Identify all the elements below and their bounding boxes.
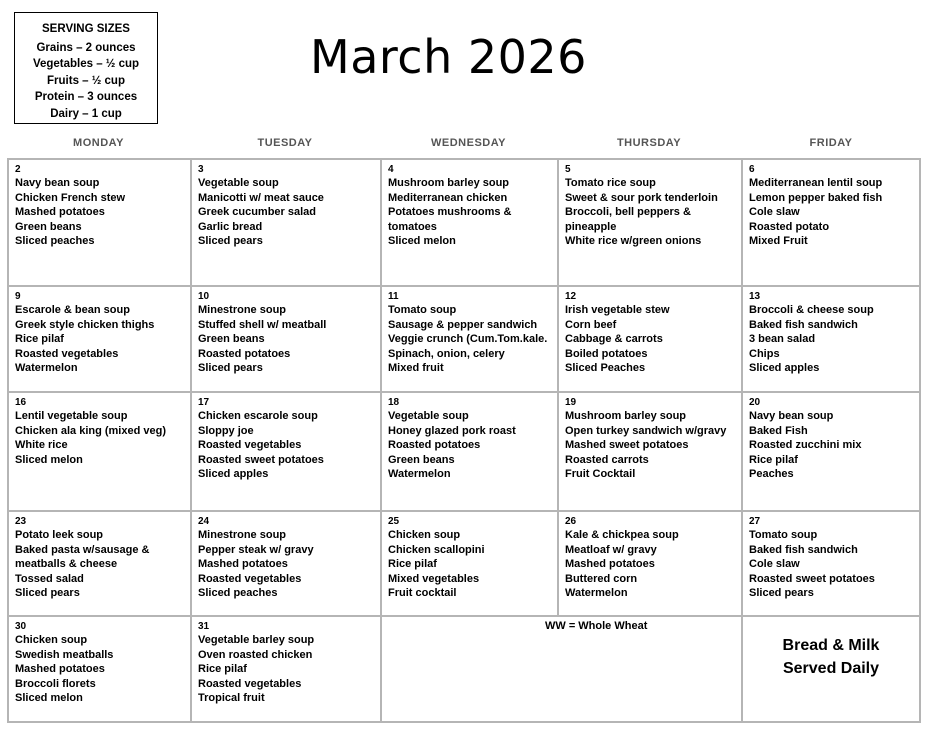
menu-item: Rice pilaf	[388, 558, 437, 571]
menu-item: Open turkey sandwich w/gravy	[565, 424, 727, 437]
ww-note: WW = Whole Wheat	[545, 620, 648, 632]
day-cell	[9, 287, 192, 393]
menu-item: Sliced pears	[198, 235, 263, 248]
menu-item: Sliced apples	[749, 362, 820, 375]
bread-milk-note	[742, 634, 920, 680]
day-cell	[9, 393, 192, 512]
menu-item: Sloppy joe	[198, 424, 254, 437]
day-cell	[9, 160, 192, 287]
menu-item: Mixed fruit	[388, 362, 444, 375]
day-cell	[192, 287, 382, 393]
menu-item: Baked fish sandwich	[749, 543, 858, 556]
serving-sizes-title: SERVING SIZES	[42, 23, 130, 35]
menu-item: Boiled potatoes	[565, 347, 648, 360]
menu-item: Potato leek soup	[15, 529, 104, 541]
menu-item: Mediterranean lentil soup	[749, 177, 883, 189]
menu-item: Green beans	[198, 333, 265, 346]
day-cell	[382, 393, 559, 512]
date-number: 19	[565, 397, 577, 408]
serving-line: Fruits – ½ cup	[47, 74, 125, 87]
menu-item: Roasted vegetables	[198, 572, 302, 585]
menu-item: Broccoli & cheese soup	[749, 304, 874, 316]
day-cell	[743, 393, 921, 512]
day-cell	[192, 393, 382, 512]
menu-item: Chicken escarole soup	[198, 410, 318, 422]
menu-item: Chips	[749, 347, 780, 360]
menu-item: Mushroom barley soup	[388, 177, 510, 189]
empty-cell	[382, 617, 743, 723]
menu-item: Rice pilaf	[15, 333, 64, 346]
menu-item: Sliced peaches	[198, 587, 278, 600]
date-number: 11	[388, 291, 399, 302]
date-number: 25	[388, 516, 400, 527]
menu-item: Roasted vegetables	[198, 439, 302, 452]
day-cell	[382, 287, 559, 393]
menu-item: Lemon pepper baked fish	[749, 191, 883, 204]
date-number: 30	[15, 621, 27, 632]
menu-item: Irish vegetable stew	[565, 304, 670, 316]
menu-item: Mashed potatoes	[15, 206, 105, 219]
menu-item: Tropical fruit	[198, 692, 265, 705]
menu-item: Cole slaw	[749, 558, 800, 571]
page-title: March 2026	[310, 30, 587, 84]
menu-item: Mushroom barley soup	[565, 410, 687, 422]
menu-item: Sliced pears	[15, 587, 80, 600]
day-cell	[559, 512, 743, 617]
menu-item: Fruit Cocktail	[565, 468, 636, 481]
menu-item: Mixed Fruit	[749, 235, 808, 248]
day-cell	[382, 160, 559, 287]
date-number: 3	[198, 164, 204, 175]
menu-item: 3 bean salad	[749, 333, 816, 346]
day-cell	[9, 617, 192, 723]
date-number: 17	[198, 397, 210, 408]
menu-item: Sliced apples	[198, 468, 269, 481]
menu-item: Corn beef	[565, 318, 617, 331]
day-cell	[382, 512, 559, 617]
menu-item: Peaches	[749, 468, 794, 481]
menu-item: Sliced pears	[198, 362, 263, 375]
menu-item: Fruit cocktail	[388, 587, 457, 600]
menu-item: Greek cucumber salad	[198, 206, 317, 219]
menu-item: Broccoli, bell peppers & pineapple	[565, 206, 691, 233]
menu-item: Vegetable barley soup	[198, 634, 315, 646]
serving-sizes-box	[14, 12, 158, 124]
menu-item: Chicken soup	[15, 634, 88, 646]
menu-item: Kale & chickpea soup	[565, 529, 679, 541]
menu-item: Vegetable soup	[198, 177, 279, 189]
date-number: 31	[198, 621, 210, 632]
menu-item: Veggie crunch (Cum.Tom.kale.	[388, 333, 548, 346]
menu-item: White rice	[15, 439, 68, 452]
menu-item: Roasted potatoes	[198, 347, 291, 360]
menu-item: Buttered corn	[565, 572, 638, 585]
menu-item: Sliced peaches	[15, 235, 95, 248]
menu-item: Minestrone soup	[198, 529, 287, 541]
menu-item: Tomato soup	[388, 304, 457, 316]
menu-item: Potatoes mushrooms & tomatoes	[388, 206, 512, 233]
menu-item: Chicken soup	[388, 529, 461, 541]
menu-item: Roasted carrots	[565, 453, 649, 466]
menu-item: Sliced melon	[15, 692, 83, 705]
date-number: 6	[749, 164, 755, 175]
menu-item: Rice pilaf	[749, 453, 798, 466]
day-cell	[743, 160, 921, 287]
day-cell	[192, 160, 382, 287]
day-cell	[559, 393, 743, 512]
menu-item: Roasted potato	[749, 220, 830, 233]
menu-item: Watermelon	[565, 587, 628, 600]
menu-item: Minestrone soup	[198, 304, 287, 316]
menu-item: Watermelon	[15, 362, 78, 375]
menu-item: Baked fish sandwich	[749, 318, 858, 331]
menu-item: Mixed vegetables	[388, 572, 480, 585]
date-number: 13	[749, 291, 761, 302]
date-number: 27	[749, 516, 761, 527]
menu-item: Green beans	[15, 220, 82, 233]
menu-item: Broccoli florets	[15, 677, 96, 690]
menu-item: Stuffed shell w/ meatball	[198, 318, 327, 331]
menu-item: Mashed potatoes	[198, 558, 288, 571]
day-cell	[559, 287, 743, 393]
date-number: 23	[15, 516, 27, 527]
menu-item: Spinach, onion, celery	[388, 347, 505, 360]
menu-item: Mediterranean chicken	[388, 191, 508, 204]
menu-item: Mashed potatoes	[15, 663, 105, 676]
serving-line: Dairy – 1 cup	[50, 107, 122, 120]
menu-item: Navy bean soup	[15, 177, 100, 189]
date-number: 16	[15, 397, 27, 408]
serving-line: Vegetables – ½ cup	[32, 58, 140, 70]
menu-item: Sliced Peaches	[565, 362, 646, 375]
day-header-tuesday: TUESDAY	[257, 137, 313, 149]
menu-item: Escarole & bean soup	[15, 304, 130, 316]
menu-item: Sliced pears	[749, 587, 814, 600]
menu-item: Greek style chicken thighs	[15, 318, 155, 331]
day-headers	[7, 137, 921, 151]
day-header-monday: MONDAY	[73, 137, 124, 149]
menu-item: Rice pilaf	[198, 663, 247, 676]
menu-item: Chicken French stew	[15, 191, 126, 204]
menu-item: Roasted sweet potatoes	[198, 453, 324, 466]
menu-item: Lentil vegetable soup	[15, 410, 128, 422]
date-number: 26	[565, 516, 577, 527]
menu-item: Roasted zucchini mix	[749, 439, 862, 452]
menu-item: Watermelon	[388, 468, 451, 481]
day-cell	[192, 617, 382, 723]
menu-item: Sweet & sour pork tenderloin	[565, 191, 718, 204]
date-number: 4	[388, 164, 394, 175]
menu-item: Roasted vegetables	[15, 347, 119, 360]
menu-item: Swedish meatballs	[15, 648, 114, 661]
menu-item: Roasted sweet potatoes	[749, 572, 875, 585]
bread-milk-line: Bread & Milk	[782, 637, 880, 654]
menu-item: Honey glazed pork roast	[388, 424, 516, 437]
menu-item: Tossed salad	[15, 572, 84, 585]
menu-item: Roasted vegetables	[198, 677, 302, 690]
day-cell	[192, 512, 382, 617]
menu-item: Mashed sweet potatoes	[565, 439, 689, 452]
serving-line: Grains – 2 ounces	[36, 41, 136, 54]
serving-line: Protein – 3 ounces	[34, 91, 138, 103]
menu-item: Manicotti w/ meat sauce	[198, 191, 324, 204]
date-number: 18	[388, 397, 400, 408]
menu-item: Baked pasta w/sausage & meatballs & cheese	[15, 543, 150, 571]
menu-item: Oven roasted chicken	[198, 648, 313, 661]
menu-item: Chicken scallopini	[388, 543, 485, 556]
date-number: 10	[198, 291, 210, 302]
date-number: 12	[565, 291, 577, 302]
day-cell	[743, 512, 921, 617]
menu-item: Meatloaf w/ gravy	[565, 543, 657, 556]
day-cell	[743, 287, 921, 393]
menu-item: White rice w/green onions	[565, 235, 702, 248]
date-number: 24	[198, 516, 210, 527]
menu-item: Sausage & pepper sandwich	[388, 318, 538, 331]
menu-item: Mashed potatoes	[565, 558, 655, 571]
day-cell	[9, 512, 192, 617]
menu-item: Cole slaw	[749, 206, 800, 219]
bread-milk-line: Served Daily	[782, 660, 880, 677]
menu-item: Cabbage & carrots	[565, 333, 663, 346]
menu-item: Tomato rice soup	[565, 177, 656, 189]
menu-item: Sliced melon	[388, 235, 456, 248]
menu-item: Green beans	[388, 453, 455, 466]
menu-item: Roasted potatoes	[388, 439, 481, 452]
menu-item: Garlic bread	[198, 220, 263, 233]
menu-item: Sliced melon	[15, 453, 83, 466]
menu-item: Baked Fish	[749, 424, 808, 437]
date-number: 2	[15, 164, 21, 175]
day-header-thursday: THURSDAY	[616, 137, 682, 149]
menu-item: Pepper steak w/ gravy	[198, 543, 314, 556]
menu-item: Vegetable soup	[388, 410, 469, 422]
date-number: 5	[565, 164, 571, 175]
menu-item: Navy bean soup	[749, 410, 834, 422]
menu-item: Chicken ala king (mixed veg)	[15, 424, 166, 437]
day-cell	[559, 160, 743, 287]
date-number: 9	[15, 291, 21, 302]
day-header-wednesday: WEDNESDAY	[431, 137, 506, 149]
day-header-friday: FRIDAY	[809, 137, 853, 149]
menu-item: Tomato soup	[749, 529, 818, 541]
date-number: 20	[749, 397, 761, 408]
